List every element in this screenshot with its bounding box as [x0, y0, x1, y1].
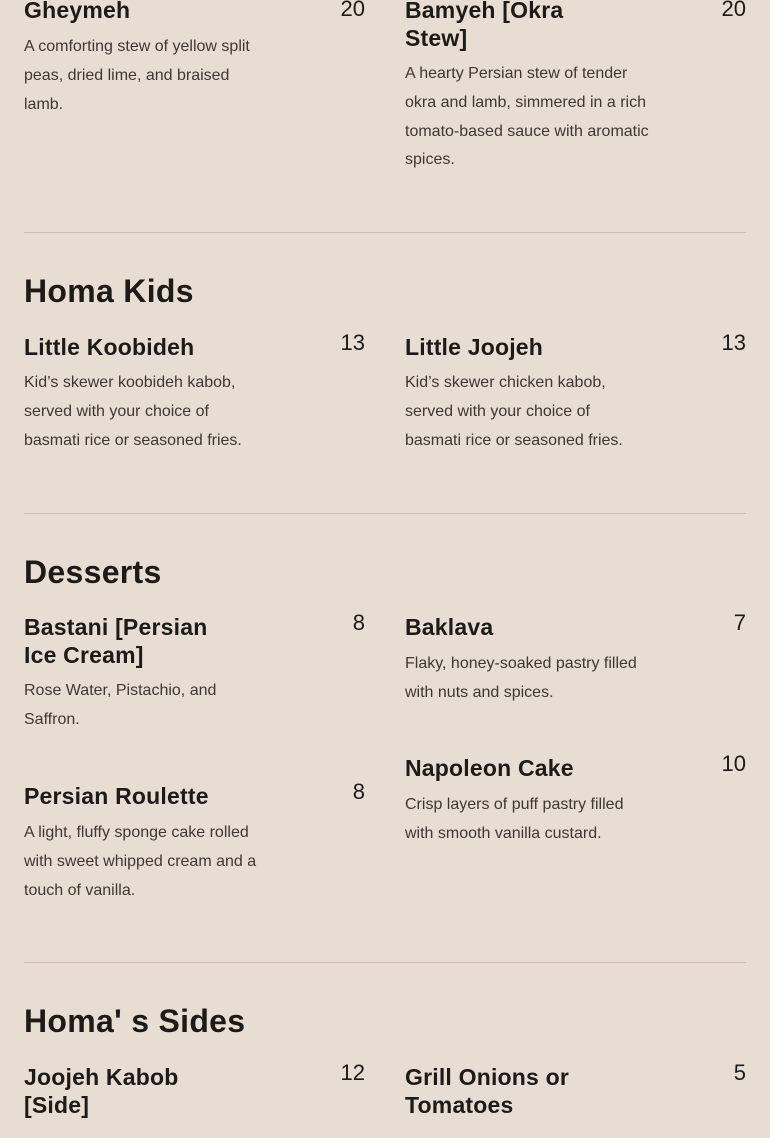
- section-divider: [24, 513, 746, 514]
- menu-item-name: Persian Roulette: [24, 783, 209, 809]
- menu-item-description: Crisp layers of puff pastry filled with smooth vanilla custard.: [405, 796, 624, 842]
- menu-item-name: Bastani [Persian Ice Cream]: [24, 614, 208, 668]
- section-title-desserts: Desserts: [24, 554, 162, 590]
- menu-item-name: Little Joojeh: [405, 334, 544, 360]
- menu-item-price: 13: [340, 330, 365, 355]
- menu-item-name: Baklava: [405, 614, 494, 640]
- section-title-kids: Homa Kids: [24, 273, 194, 309]
- menu-item-name: Napoleon Cake: [405, 755, 574, 781]
- menu-item-price: 12: [340, 1060, 365, 1085]
- menu-item-description: Rose Water, Pistachio, and Saffron.: [24, 682, 217, 728]
- menu-item-name: Joojeh Kabob [Side]: [24, 1064, 179, 1118]
- menu-item-description: A hearty Persian stew of tender okra and lamb, simmered in a rich tomato-based sauce with aromatic spices.: [405, 65, 649, 169]
- menu-item-price: 20: [721, 0, 746, 21]
- menu-item-description: Kid’s skewer chicken kabob, served with your choice of basmati rice or seasoned fries.: [405, 374, 623, 449]
- menu-item-name: Bamyeh [Okra Stew]: [405, 0, 564, 51]
- menu-item-price: 8: [352, 779, 365, 804]
- section-divider: [24, 962, 746, 963]
- menu-item-description: A comforting stew of yellow split peas, dried lime, and braised lamb.: [24, 38, 250, 113]
- menu-item-price: 5: [733, 1060, 746, 1085]
- menu-item-name: Grill Onions or Tomatoes: [405, 1064, 570, 1118]
- menu-item-description: Flaky, honey-soaked pastry filled with nuts and spices.: [405, 655, 637, 701]
- menu-item-price: 7: [733, 610, 746, 635]
- menu-item-description: A light, fluffy sponge cake rolled with sweet whipped cream and a touch of vanilla.: [24, 824, 257, 899]
- menu-item-name: Gheymeh: [24, 0, 131, 23]
- section-divider: [24, 232, 746, 233]
- menu-item-price: 10: [721, 751, 746, 776]
- menu-item-price: 20: [340, 0, 365, 21]
- menu-item-name: Little Koobideh: [24, 334, 195, 360]
- menu-item-price: 8: [352, 610, 365, 635]
- section-title-sides: Homa' s Sides: [24, 1003, 246, 1039]
- menu-item-price: 13: [721, 330, 746, 355]
- menu-item-description: Kid’s skewer koobideh kabob, served with your choice of basmati rice or seasoned fries.: [24, 374, 242, 449]
